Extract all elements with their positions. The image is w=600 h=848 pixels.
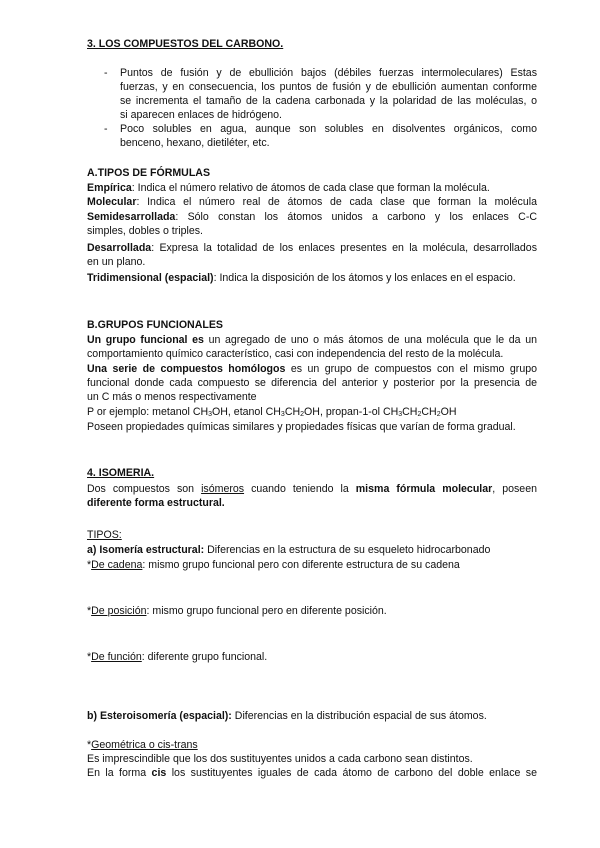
term: Molecular [87, 196, 137, 208]
tipos-heading: TIPOS: [87, 529, 122, 541]
isomeros-def: Dos compuestos son isómeros cuando teniendo la misma fórmula molecular, poseen [87, 483, 537, 495]
isomeria-funcion: *De función: diferente grupo funcional. [87, 651, 268, 663]
isomeria-cadena: *De cadena: mismo grupo funcional pero con diferente estructura de su cadena [87, 559, 460, 571]
definition: es un grupo de compuestos con el mismo grupo [285, 363, 537, 375]
geometrica-line-1: Es imprescindible que los dos sustituyentes unidos a cada carbono sean distintos. [87, 753, 473, 765]
bullet-1-line-4: si aparecen enlaces de hidrógeno. [120, 109, 282, 121]
isomeros-term: isómeros [201, 483, 245, 495]
bullet-2-line-1: Poco solubles en agua, aunque son solubles en disolventes orgánicos, como [120, 123, 537, 135]
grupo-funcional-def [87, 333, 537, 347]
bullet-dash: - [104, 123, 108, 135]
term: Semidesarrollada [87, 211, 176, 223]
example-formulas: P or ejemplo: metanol $CH_3OH$, etanol $CH_3CH_2OH$, propan-1-ol $CH_3CH_2CH_2OH$ [87, 406, 457, 418]
formulas-heading: A.TIPOS DE FÓRMULAS [87, 167, 211, 179]
definition: : Indica el número real de átomos de cada clase que forman la molécula [136, 196, 537, 208]
definition: : Expresa la totalidad de los enlaces presentes en la molécula, desarrollados [151, 242, 537, 254]
bullet-2-line-2: benceno, hexano, dietiléter, etc. [120, 137, 270, 149]
propiedades-text: Poseen propiedades químicas similares y propiedades físicas que varían de forma gradual. [87, 421, 516, 433]
esteroisomeria: b) Esteroisomería (espacial): Diferencias en la distribución espacial de sus átomos. [87, 710, 487, 722]
definition: : Sólo constan los átomos unidos a carbono y los enlaces C-C [175, 211, 537, 223]
definition: : Indica el número relativo de átomos de cada clase que forman la molécula. [131, 182, 490, 194]
isomeria-posicion: *De posición: mismo grupo funcional pero en diferente posición. [87, 605, 387, 617]
formula-desarrollada-cont: en un plano. [87, 256, 146, 268]
isomeria-estructural: a) Isomería estructural: Diferencias en la estructura de su esqueleto hidrocarbonado [87, 544, 491, 556]
bullet-1-line-1: Puntos de fusión y de ebullición bajos (débiles fuerzas intermoleculares) Estas [120, 67, 537, 79]
grupo-funcional-def-cont: comportamiento químico característico, casi con independencia del resto de la molécula. [87, 348, 504, 360]
serie-homologos-cont-2: un C más o menos respectivamente [87, 391, 257, 403]
isomeros-def-cont: diferente forma estructural. [87, 497, 225, 509]
section-3-heading: 3. LOS COMPUESTOS DEL CARBONO. [87, 38, 284, 50]
isomeria-geometrica: *Geométrica o cis-trans [87, 739, 198, 751]
formula-semidesarrollada [87, 210, 537, 224]
formula-molecular [87, 195, 537, 209]
bullet-dash: - [104, 67, 108, 79]
term: Desarrollada [87, 242, 152, 254]
formula-desarrollada [87, 241, 537, 255]
term: Una serie de compuestos homólogos [87, 363, 286, 375]
section-4-heading: 4. ISOMERIA. [87, 467, 155, 479]
grupos-heading: B.GRUPOS FUNCIONALES [87, 319, 223, 331]
term: Tridimensional (espacial) [87, 272, 214, 284]
bullet-1-line-2: fuerzas, y en consecuencia, los puntos de fusión y de ebullición aumentan conforme [120, 81, 537, 93]
bullet-1-line-3: se incrementa el tamaño de la cadena carbonada y la polaridad de las moléculas, o [120, 95, 537, 107]
definition: : Indica la disposición de los átomos y los enlaces en el espacio. [213, 272, 516, 284]
serie-homologos-def [87, 362, 537, 376]
geometrica-line-2: En la forma cis los sustituyentes iguales de cada átomo de carbono del doble enlace se [87, 767, 537, 779]
formula-empirica [87, 181, 537, 195]
formula-semidesarrollada-cont: simples, dobles o triples. [87, 225, 203, 237]
definition: un agregado de uno o más átomos de una molécula que le da un [203, 334, 537, 346]
term: Un grupo funcional es [87, 334, 204, 346]
serie-homologos-cont-1: funcional donde cada compuesto se diferencia del anterior y posterior por la presencia de [87, 377, 537, 389]
term: Empírica [87, 182, 132, 194]
formula-tridimensional [87, 271, 537, 285]
